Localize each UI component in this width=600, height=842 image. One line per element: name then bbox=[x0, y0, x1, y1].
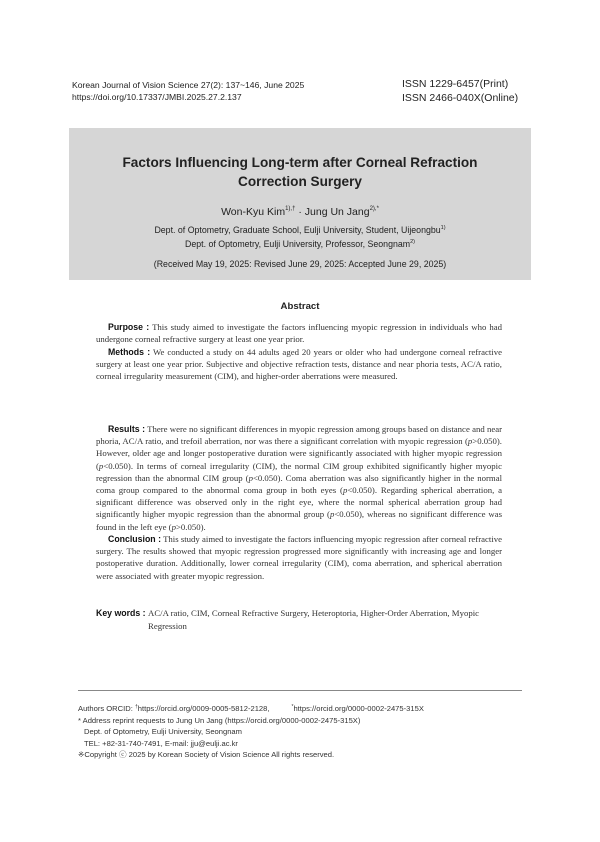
paper-title bbox=[69, 153, 531, 191]
orcid-link[interactable]: https://orcid.org/0000-0002-2475-315X bbox=[293, 704, 424, 713]
section-text: This study aimed to investigate the factors influencing myopic regression after corneal refractive surgery. The results showed that myopic regression progressed more significantly with increasing age and longer postoperative duration. Additionally, lower corneal irregularity (CIM), coma aberration, and spherical aberration were associated with greater myopic regression. bbox=[96, 534, 503, 581]
author-marker: 1),† bbox=[285, 206, 296, 212]
affiliation-text: Dept. of Optometry, Graduate School, Eulji University, Student, Uijeongbu bbox=[154, 225, 441, 235]
author-marker: 2),* bbox=[369, 206, 379, 212]
abstract-purpose bbox=[96, 321, 502, 345]
contact-info: TEL: +82-31-740-7491, E-mail: jju@eulji.ac.kr bbox=[84, 738, 238, 748]
affiliation-1 bbox=[69, 225, 531, 235]
received-dates: (Received May 19, 2025: Revised June 29, 2025: Accepted June 29, 2025) bbox=[153, 259, 447, 269]
section-text: This study aimed to investigate the factors influencing myopic regression in individuals who had undergone corneal refractive surgery at least one year prior. bbox=[96, 322, 503, 345]
affiliation-text: Dept. of Optometry, Eulji University, Professor, Seongnam bbox=[185, 239, 411, 249]
affiliation-2 bbox=[69, 239, 531, 249]
orcid-marker: † bbox=[134, 704, 138, 710]
copyright: ※Copyright ⓒ 2025 by Korean Society of Vision Science All rights reserved. bbox=[78, 750, 335, 759]
p-value-symbol: p bbox=[342, 485, 348, 496]
abstract-heading: Abstract bbox=[280, 301, 320, 312]
p-value-symbol: p bbox=[171, 521, 176, 532]
author-name: Jung Un Jang bbox=[304, 206, 370, 218]
p-value-symbol: p bbox=[248, 472, 253, 483]
issn-online: ISSN 2466-040X(Online) bbox=[402, 91, 519, 104]
corresponding-dept: Dept. of Optometry, Eulji University, Seongnam bbox=[84, 727, 242, 736]
footnotes bbox=[78, 702, 424, 761]
p-value-symbol: p bbox=[467, 436, 473, 447]
title-line-2: Correction Surgery bbox=[238, 174, 362, 189]
issn-print: ISSN 1229-6457(Print) bbox=[402, 78, 509, 90]
title-box bbox=[69, 128, 531, 280]
orcid-marker: * bbox=[291, 704, 294, 710]
abstract-results bbox=[96, 423, 502, 533]
orcid-line bbox=[78, 702, 424, 715]
section-label: Conclusion : bbox=[108, 534, 162, 544]
section-text: There were no significant differences in myopic regression among groups based on distance and near phoria, AC/A ratio, and trefoil aberration, nor was there a significant correlation with myopic regression (p>0.050). However, older age and longer postoperative duration were significantly associated with higher myopic regression (p<0.050). In terms of corneal irregularity (CIM), the normal CIM group exhibited significantly higher myopic regression than the abnormal CIM group (p<0.050). Coma aberration was also significantly higher in the normal coma group compared to the abnormal coma group in both eyes (p<0.050). Regarding spherical aberration, a significant difference was observed only in the right eye, where the normal spherical aberration group had significantly higher myopic regression than the abnormal group (p<0.050), whereas no significant difference was found in the left eye (p>0.050). bbox=[96, 424, 503, 532]
author-name: Won-Kyu Kim bbox=[221, 206, 286, 218]
author-list bbox=[69, 206, 531, 218]
abstract-methods bbox=[96, 346, 502, 383]
reprint-request: * Address reprint requests to Jung Un Jang (https://orcid.org/0000-0002-2475-315X) bbox=[78, 715, 361, 725]
orcid-link[interactable]: https://orcid.org/0009-0005-5812-2128, bbox=[137, 704, 270, 713]
issn-block bbox=[402, 78, 518, 105]
affiliation-marker: 1) bbox=[440, 225, 446, 231]
keywords-text: AC/A ratio, CIM, Corneal Refractive Surgery, Heteroptoria, Higher-Order Aberration, Myopic Regression bbox=[148, 608, 480, 631]
affiliation-marker: 2) bbox=[410, 239, 415, 245]
author-separator: · bbox=[295, 206, 305, 218]
section-label: Results : bbox=[108, 424, 146, 434]
orcid-label: Authors ORCID: bbox=[78, 704, 133, 713]
abstract-conclusion bbox=[96, 533, 502, 582]
section-text: We conducted a study on 44 adults aged 20 years or older who had undergone corneal refractive surgery at least one year prior. Subjective and objective refraction tests, distance and near phoria tests, AC/A ratio, corneal irregularity measurement (CIM), and higher-order aberrations were measured. bbox=[96, 347, 502, 382]
p-value-symbol: p bbox=[98, 460, 104, 471]
section-label: Purpose : bbox=[108, 322, 150, 332]
title-line-1: Factors Influencing Long-term after Corneal Refraction bbox=[122, 155, 478, 170]
doi-link[interactable]: https://doi.org/10.17337/JMBI.2025.27.2.137 bbox=[72, 91, 242, 102]
keywords-label: Key words : bbox=[96, 608, 146, 618]
footnote-divider bbox=[78, 690, 522, 691]
p-value-symbol: p bbox=[329, 509, 335, 520]
journal-citation: Korean Journal of Vision Science 27(2): 137~146, June 2025 bbox=[72, 80, 305, 90]
section-label: Methods : bbox=[108, 347, 151, 357]
journal-header bbox=[72, 80, 304, 103]
